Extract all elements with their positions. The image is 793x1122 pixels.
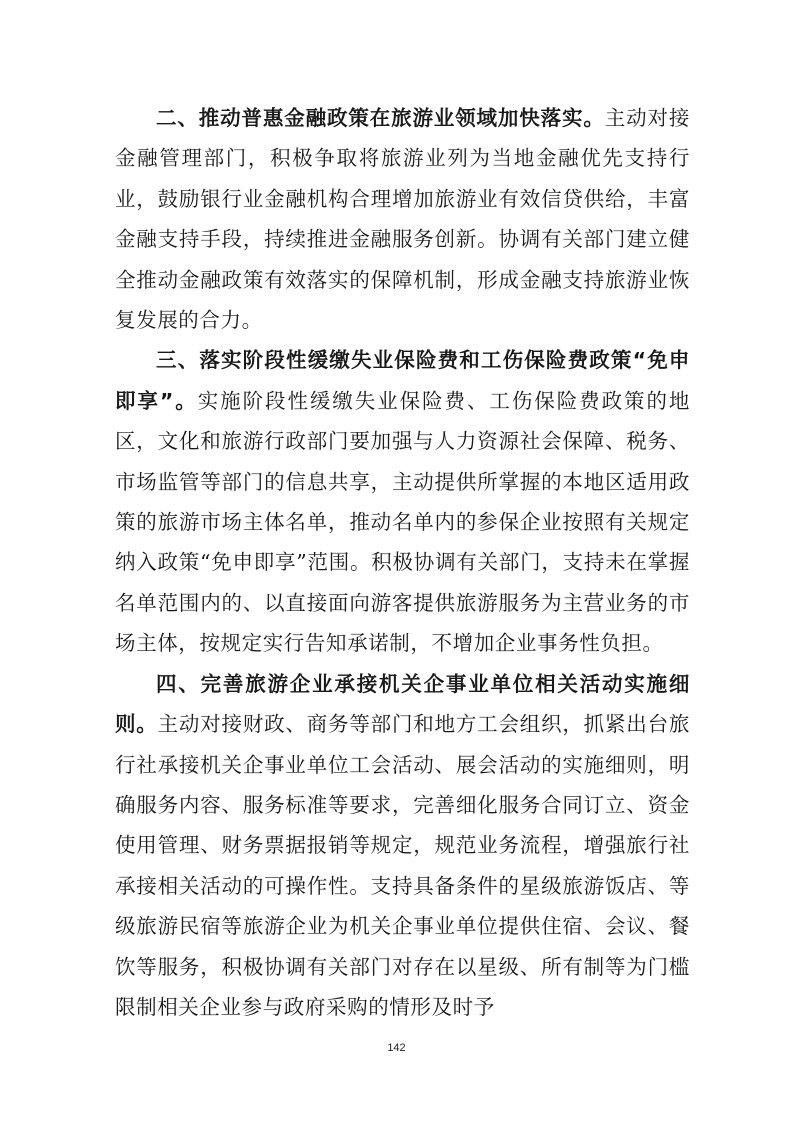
paragraph-activity-rules [115,664,690,1028]
paragraph-finance-policy [115,98,690,340]
paragraph-text: 主动对接财政、商务等部门和地方工会组织，抓紧出台旅行社承接机关企事业单位工会活动、展会活动的实施细则，明确服务内容、服务标准等要求，完善细化服务合同订立、资金使用管理、财务票据报销等规定，规范业务流程，增强旅行社承接相关活动的可操作性。支持具备条件的星级旅游饭店、等级旅游民宿等旅游企业为机关企事业单位提供住宿、会议、餐饮等服务，积极协调有关部门对存在以星级、所有制等为门槛限制相关企业参与政府采购的情形及时予 [115,712,690,1019]
paragraph-text: 实施阶段性缓缴失业保险费、工伤保险费政策的地区，文化和旅游行政部门要加强与人力资源社会保障、税务、市场监管等部门的信息共享，主动提供所掌握的本地区适用政策的旅游市场主体名单，推动名单内的参保企业按照有关规定纳入政策“免申即享”范围。积极协调有关部门，支持未在掌握名单范围内的、以直接面向游客提供旅游服务为主营业务的市场主体，按规定实行告知承诺制，不增加企业事务性负担。 [115,388,691,656]
paragraph-heading: 四、完善旅游企业承接机关企事业单位相关活动实施细则。 [115,671,690,737]
paragraph-heading: 三、落实阶段性缓缴失业保险费和工伤保险费政策“免申即享”。 [115,348,690,413]
page-number: 142 [387,1042,406,1054]
paragraph-text: 主动对接金融管理部门，积极争取将旅游业列为当地金融优先支持行业，鼓励银行业金融机构合理增加旅游业有效信贷供给，丰富金融支持手段，持续推进金融服务创新。协调有关部门建立健全推动金融政策有效落实的保障机制，形成金融支持旅游业恢复发展的合力。 [115,106,690,333]
paragraph-insurance-deferral [115,340,690,663]
paragraph-heading: 二、推动普惠金融政策在旅游业领域加快落实。 [156,106,605,130]
document-body [115,98,690,1027]
